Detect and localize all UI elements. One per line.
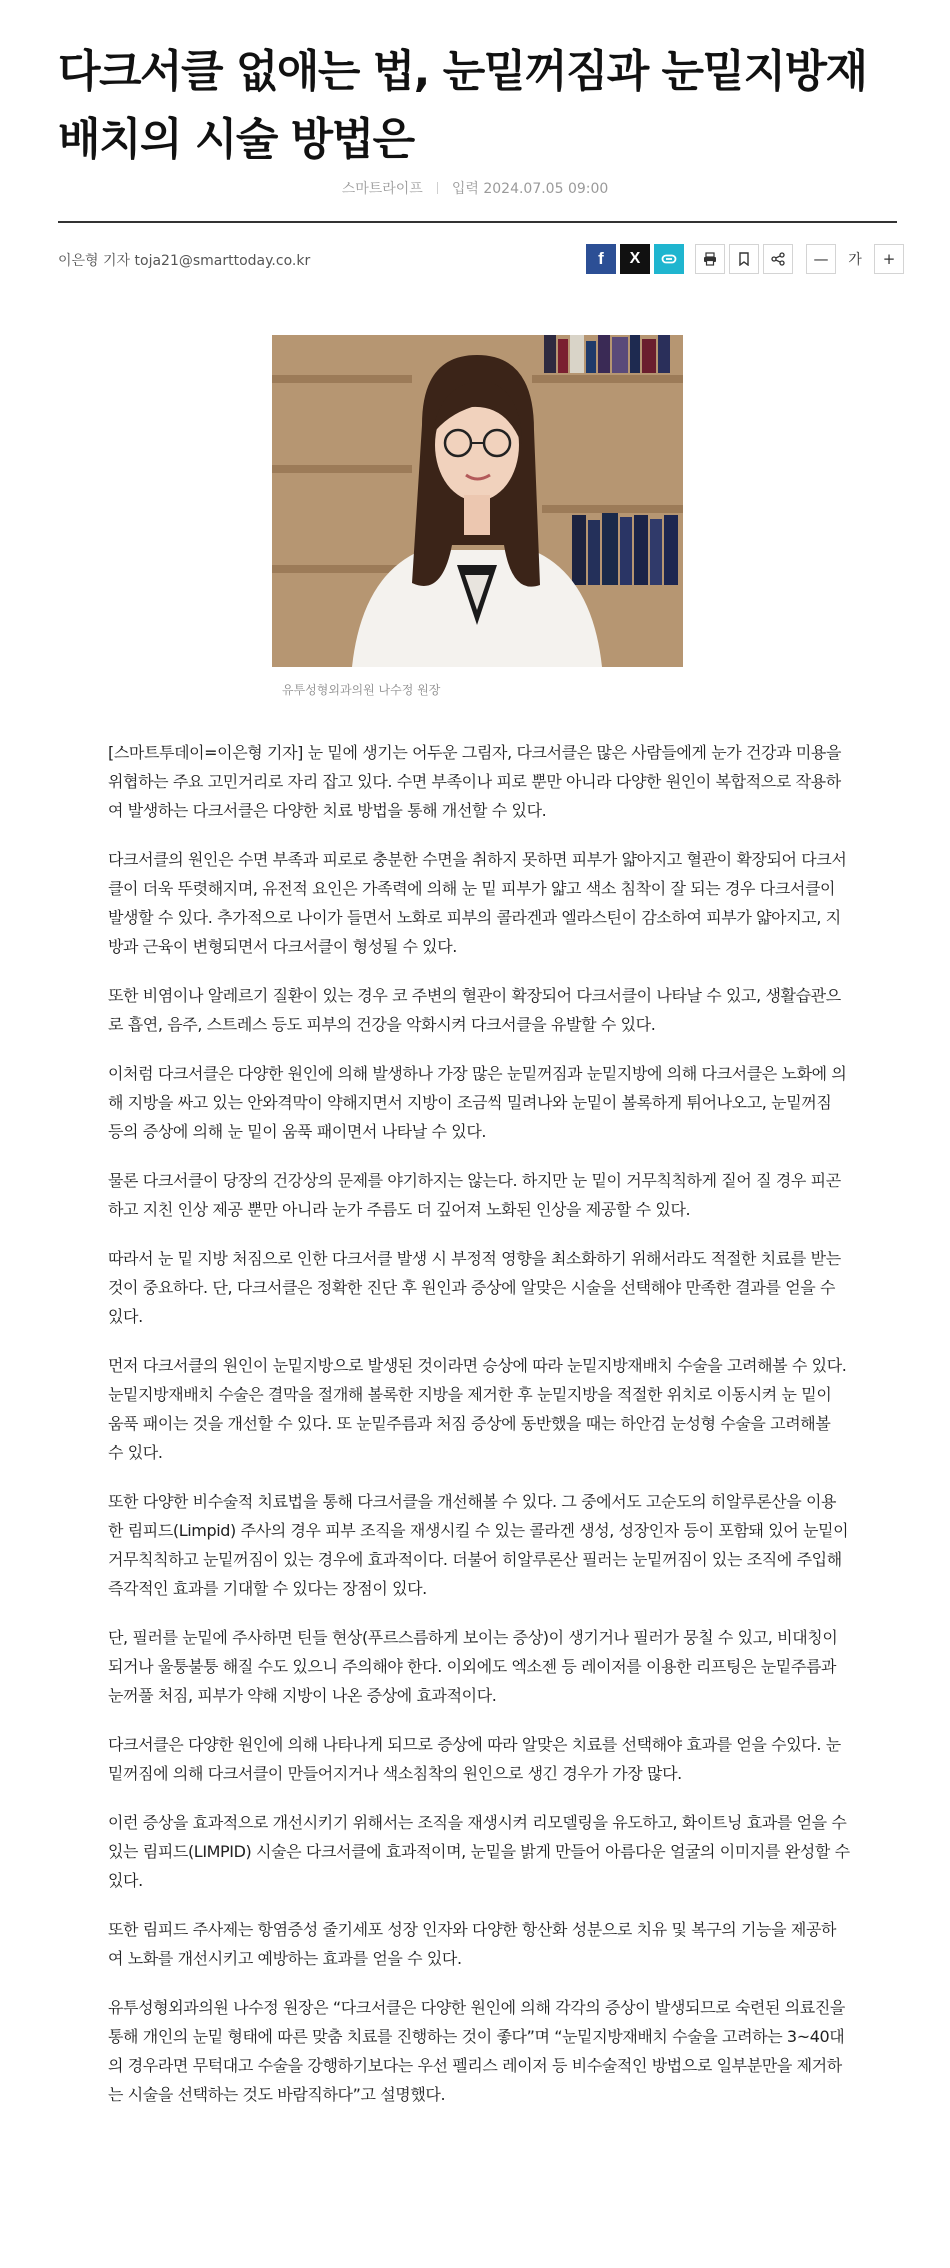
bookmark-button[interactable] [729,244,759,274]
article-photo [272,335,683,667]
section-label[interactable]: 스마트라이프 [341,181,423,197]
article-meta [0,178,950,198]
article-paragraph: 또한 비염이나 알레르기 질환이 있는 경우 코 주변의 혈관이 확장되어 다크서클이 나타날 수 있고, 생활습관으로 흡연, 음주, 스트레스 등도 피부의 건강을 악화시켜 다크서클을 유발할 수 있다. [108,986,841,1034]
article-paragraph: 다크서클의 원인은 수면 부족과 피로로 충분한 수면을 취하지 못하면 피부가 얇아지고 혈관이 확장되어 다크서클이 더욱 뚜렷해지며, 유전적 요인은 가족력에 의해 눈 밑 피부가 얇고 색소 침착이 잘 되는 경우 다크서클이 발생할 수 있다. 추가적으로 나이가 들면서 노화로 피부의 콜라겐과 엘라스틴이 감소하여 피부가 얇아지고, 지방과 근육이 변형되면서 다크서클이 형성될 수 있다. [108,850,847,956]
meta-divider [437,182,438,194]
article-paragraph: 이처럼 다크서클은 다양한 원인에 의해 발생하나 가장 많은 눈밑꺼짐과 눈밑지방에 의해 다크서클은 노화에 의해 지방을 싸고 있는 안와격막이 약해지면서 지방이 조금씩 밀려나와 눈밑이 볼록하게 튀어나오고, 눈밑꺼짐 등의 증상에 의해 눈 밑이 움푹 패이면서 나타날 수 있다. [108,1064,847,1141]
link-icon [661,251,677,267]
x-icon: X [629,250,641,267]
photo-caption: 유투성형외과의원 나수정 원장 [282,683,441,697]
article-paragraph: 단, 필러를 눈밑에 주사하면 틴들 현상(푸르스름하게 보이는 증상)이 생기거나 필러가 뭉칠 수 있고, 비대칭이 되거나 울퉁불퉁 해질 수도 있으니 주의해야 한다. 이외에도 엑소젠 등 레이저를 이용한 리프팅은 눈밑주름과 눈꺼풀 처짐, 피부가 약해 지방이 나온 증상에 효과적이다. [108,1628,838,1705]
minus-icon: — [813,250,829,268]
font-size-label: 가 [840,244,870,274]
font-decrease-button[interactable] [806,244,836,274]
article-paragraph: 물론 다크서클이 당장의 건강상의 문제를 야기하지는 않는다. 하지만 눈 밑이 거무칙칙하게 짙어 질 경우 피곤하고 지친 인상 제공 뿐만 아니라 눈가 주름도 더 깊어져 노화된 인상을 제공할 수 있다. [108,1171,841,1219]
article-paragraph: 따라서 눈 밑 지방 처짐으로 인한 다크서클 발생 시 부정적 영향을 최소화하기 위해서라도 적절한 치료를 받는 것이 중요하다. 단, 다크서클은 정확한 진단 후 원인과 증상에 알맞은 시술을 선택해야 만족한 결과를 얻을 수 있다. [108,1249,841,1326]
share-toolbar [586,244,684,276]
byline[interactable]: 이은형 기자 toja21@smarttoday.co.kr [58,253,311,269]
plus-icon: + [882,250,896,268]
bookmark-icon [738,252,750,266]
font-increase-button[interactable] [874,244,904,274]
article-paragraph: 이런 증상을 효과적으로 개선시키기 위해서는 조직을 재생시켜 리모델링을 유도하고, 화이트닝 효과를 얻을 수 있는 림피드(LIMPID) 시술은 다크서클에 효과적이며, 눈밑을 밝게 만들어 아름다운 얼굴의 이미지를 완성할 수 있다. [108,1813,850,1890]
x-share-button[interactable] [620,244,650,274]
article-paragraph: 다크서클은 다양한 원인에 의해 나타나게 되므로 증상에 따라 알맞은 치료를 선택해야 효과를 얻을 수있다. 눈밑꺼짐에 의해 다크서클이 만들어지거나 색소침착의 원인으로 생긴 경우가 가장 많다. [108,1735,841,1783]
facebook-share-button[interactable] [586,244,616,274]
doctor-portrait-image [272,335,683,667]
publish-date: 입력 2024.07.05 09:00 [451,181,609,197]
header-rule [58,221,897,223]
print-button[interactable] [695,244,725,274]
article-paragraph: 유투성형외과의원 나수정 원장은 “다크서클은 다양한 원인에 의해 각각의 증상이 발생되므로 숙련된 의료진을 통해 개인의 눈밑 형태에 따른 맞춤 치료를 진행하는 것이 좋다”며 “눈밑지방재배치 수술을 고려하는 3~40대의 경우라면 무턱대고 수술을 강행하기보다는 우선 펠리스 레이저 등 비수술적인 방법으로 일부분만을 제거하는 시술을 선택하는 것도 바람직하다”고 설명했다. [108,1998,845,2104]
article-paragraph: [스마트투데이=이은형 기자] 눈 밑에 생기는 어두운 그림자, 다크서클은 많은 사람들에게 눈가 건강과 미용을 위협하는 주요 고민거리로 자리 잡고 있다. 수면 부족이나 피로 뿐만 아니라 다양한 원인이 복합적으로 작용하여 발생하는 다크서클은 다양한 치료 방법을 통해 개선할 수 있다. [108,743,842,820]
print-icon [703,252,717,266]
article-paragraph: 먼저 다크서클의 원인이 눈밑지방으로 발생된 것이라면 승상에 따라 눈밑지방재배치 수술을 고려해볼 수 있다. 눈밑지방재배치 수술은 결막을 절개해 볼록한 지방을 제거한 후 눈밑지방을 적절한 위치로 이동시켜 눈 밑이 움푹 패이는 것을 개선할 수 있다. 또 눈밑주름과 처짐 증상에 동반했을 때는 하안검 눈성형 수술을 고려해볼 수 있다. [108,1356,847,1462]
share-icon [771,252,785,266]
font-size-toolbar [806,244,904,276]
copy-link-button[interactable] [654,244,684,274]
share-button[interactable] [763,244,793,274]
utility-toolbar [695,244,793,276]
article-paragraph: 또한 림피드 주사제는 항염증성 줄기세포 성장 인자와 다양한 항산화 성분으로 치유 및 복구의 기능을 제공하여 노화를 개선시키고 예방하는 효과를 얻을 수 있다. [108,1920,837,1968]
article-paragraph: 또한 다양한 비수술적 치료법을 통해 다크서클을 개선해볼 수 있다. 그 중에서도 고순도의 히알루론산을 이용한 림피드(Limpid) 주사의 경우 피부 조직을 재생시킬 수 있는 콜라겐 생성, 성장인자 등이 포함돼 있어 눈밑이 거무칙칙하고 눈밑꺼짐이 있는 경우에 효과적이다. 더불어 히알루론산 필러는 눈밑꺼짐이 있는 조직에 주입해 즉각적인 효과를 기대할 수 있다는 장점이 있다. [108,1492,849,1598]
article-title: 다크서클 없애는 법, 눈밑꺼짐과 눈밑지방재배치의 시술 방법은 [58,46,867,165]
article-body [108,738,850,2129]
facebook-icon: f [598,249,604,268]
